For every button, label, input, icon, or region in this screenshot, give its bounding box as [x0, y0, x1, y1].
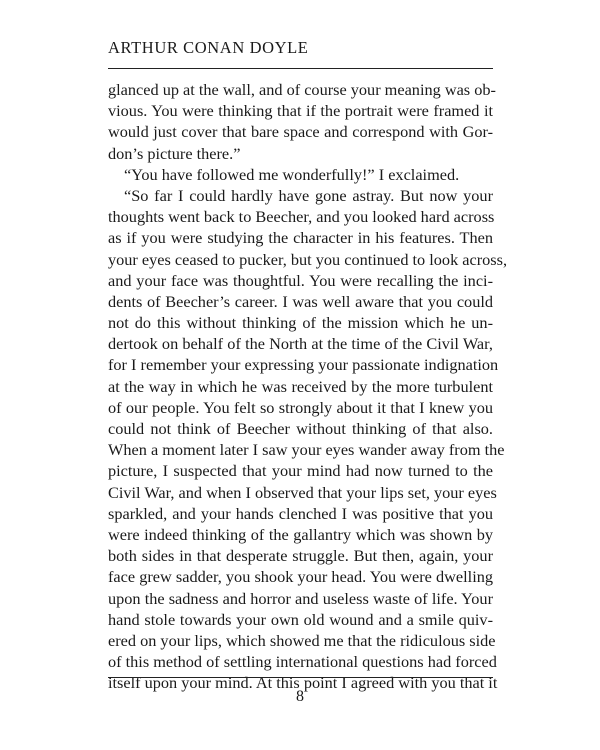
- footer-rule: [108, 677, 493, 678]
- text-line: ered on your lips, which showed me that the ridiculous side: [108, 630, 496, 650]
- text-line: would just cover that bare space and correspond with Gor-: [108, 122, 493, 142]
- text-line: When a moment later I saw your eyes wander away from the: [108, 440, 505, 460]
- text-line: dents of Beecher’s career. I was well aware that you could: [108, 291, 493, 311]
- text-line: Civil War, and when I observed that your lips set, your eyes: [108, 482, 497, 502]
- text-line: for I remember your expressing your passionate indignation: [108, 355, 499, 375]
- text-line: “So far I could hardly have gone astray. But now your: [124, 185, 493, 205]
- text-line: itself upon your mind. At this point I agreed with you that it: [108, 673, 498, 693]
- text-line: don’s picture there.”: [108, 143, 241, 163]
- text-line: of this method of settling international questions had forced: [108, 652, 497, 672]
- text-line: could not think of Beecher without thinking of that also.: [108, 419, 493, 438]
- body-text: [108, 79, 508, 693]
- text-line: not do this without thinking of the mission which he un-: [108, 313, 493, 333]
- text-line: at the way in which he was received by the more turbulent: [108, 376, 493, 396]
- text-line: dertook on behalf of the North at the time of the Civil War,: [108, 334, 493, 354]
- text-line: sparkled, and your hands clenched I was positive that you: [108, 503, 493, 523]
- text-line: face grew sadder, you shook your head. You were dwelling: [108, 567, 493, 587]
- text-line: as if you were studying the character in his features. Then: [108, 228, 493, 248]
- header-rule: [108, 68, 493, 69]
- text-line: glanced up at the wall, and of course your meaning was ob-: [108, 80, 496, 99]
- page-number: 8: [296, 688, 304, 705]
- text-line: upon the sadness and horror and useless waste of life. Your: [108, 588, 493, 608]
- running-head: ARTHUR CONAN DOYLE: [108, 38, 309, 57]
- text-line: of our people. You felt so strongly about it that I knew you: [108, 397, 493, 417]
- text-line: thoughts went back to Beecher, and you looked hard across: [108, 207, 495, 227]
- text-line: “You have followed me wonderfully!” I exclaimed.: [124, 164, 460, 184]
- text-line: hand stole towards your own old wound and a smile quiv-: [108, 609, 493, 629]
- text-line: vious. You were thinking that if the portrait were framed it: [108, 101, 493, 121]
- text-line: both sides in that desperate struggle. But then, again, your: [108, 546, 493, 566]
- text-line: were indeed thinking of the gallantry which was shown by: [108, 524, 493, 544]
- text-line: and your face was thoughtful. You were recalling the inci-: [108, 270, 493, 290]
- text-line: picture, I suspected that your mind had now turned to the: [108, 461, 493, 481]
- text-line: your eyes ceased to pucker, but you continued to look across,: [108, 249, 508, 269]
